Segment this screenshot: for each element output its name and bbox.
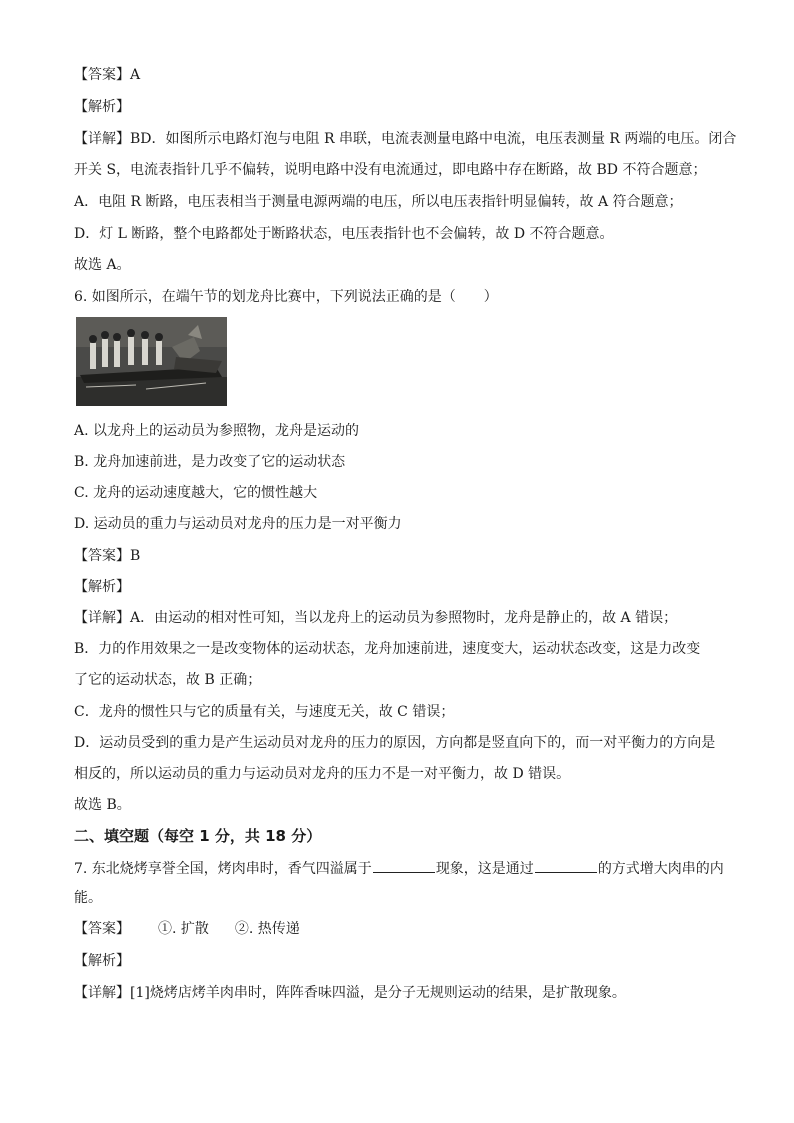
section-title: 二、填空题（每空 1 分，共 18 分） <box>74 827 322 845</box>
q7-blank-2[interactable] <box>535 858 597 873</box>
q7-stem-part-1: 7. 东北烧烤享誉全国，烤肉串时，香气四溢属于 <box>74 861 372 877</box>
q5-analysis-heading: 【解析】 <box>74 99 130 115</box>
q6-analysis-heading: 【解析】 <box>74 579 130 595</box>
q6-detail-line-1: 【详解】A．由运动的相对性可知，当以龙舟上的运动员为参照物时，龙舟是静止的，故 A 错误； <box>74 610 678 626</box>
q7-answer <box>74 919 724 939</box>
q5-conclusion: 故选 A。 <box>74 257 131 273</box>
q5-answer: 【答案】A <box>74 67 141 83</box>
q6-option-d: D. 运动员的重力与运动员对龙舟的压力是一对平衡力 <box>74 516 402 532</box>
q7-stem <box>74 858 724 879</box>
q6-option-a: A. 以龙舟上的运动员为参照物，龙舟是运动的 <box>74 423 360 439</box>
q6-answer: 【答案】B <box>74 548 141 564</box>
q5-detail-line-4: D．灯 L 断路，整个电路都处于断路状态，电压表指针也不会偏转，故 D 不符合题意。 <box>74 226 614 242</box>
q6-detail-line-6: 相反的，所以运动员的重力与运动员对龙舟的压力不是一对平衡力，故 D 错误。 <box>74 766 571 782</box>
q7-answer-2: ②. 热传递 <box>234 921 300 937</box>
q6-detail-line-3: 了它的运动状态，故 B 正确； <box>74 672 262 688</box>
q7-answer-1: ①. 扩散 <box>158 921 209 937</box>
q7-blank-1[interactable] <box>373 858 435 873</box>
q7-analysis-heading: 【解析】 <box>74 953 130 969</box>
q5-detail-line-3: A．电阻 R 断路，电压表相当于测量电源两端的电压，所以电压表指针明显偏转，故 A 符合题意； <box>74 194 683 210</box>
q6-detail-line-4: C．龙舟的惯性只与它的质量有关，与速度无关，故 C 错误； <box>74 704 455 720</box>
q7-detail-line-1: 【详解】[1]烧烤店烤羊肉串时，阵阵香味四溢，是分子无规则运动的结果，是扩散现象。 <box>74 985 626 1001</box>
q5-detail-line-2: 开关 S，电流表指针几乎不偏转，说明电路中没有电流通过，即电路中存在断路，故 BD 不符合题意； <box>74 162 707 178</box>
q7-answer-label: 【答案】 <box>74 921 130 937</box>
q6-stem: 6. 如图所示，在端午节的划龙舟比赛中，下列说法正确的是（ ） <box>74 289 498 305</box>
q7-stem-part-2: 现象，这是通过 <box>435 861 534 877</box>
q6-detail-line-2: B．力的作用效果之一是改变物体的运动状态，龙舟加速前进，速度变大，运动状态改变，这是力改变 <box>74 641 701 657</box>
q6-option-c: C. 龙舟的运动速度越大，它的惯性越大 <box>74 485 318 501</box>
q6-detail-line-5: D．运动员受到的重力是产生运动员对龙舟的压力的原因，方向都是竖直向下的，而一对平衡力的方向是 <box>74 735 716 751</box>
q6-option-b: B. 龙舟加速前进，是力改变了它的运动状态 <box>74 454 346 470</box>
q7-stem-line-2: 能。 <box>74 890 102 906</box>
q5-detail-line-1: 【详解】BD．如图所示电路灯泡与电阻 R 串联，电流表测量电路中电流，电压表测量 R 两端的电压。闭合 <box>74 131 737 147</box>
dragon-boat-race-photo <box>76 317 227 406</box>
q7-stem-part-3: 的方式增大肉串的内 <box>597 861 724 877</box>
q6-conclusion: 故选 B。 <box>74 797 131 813</box>
